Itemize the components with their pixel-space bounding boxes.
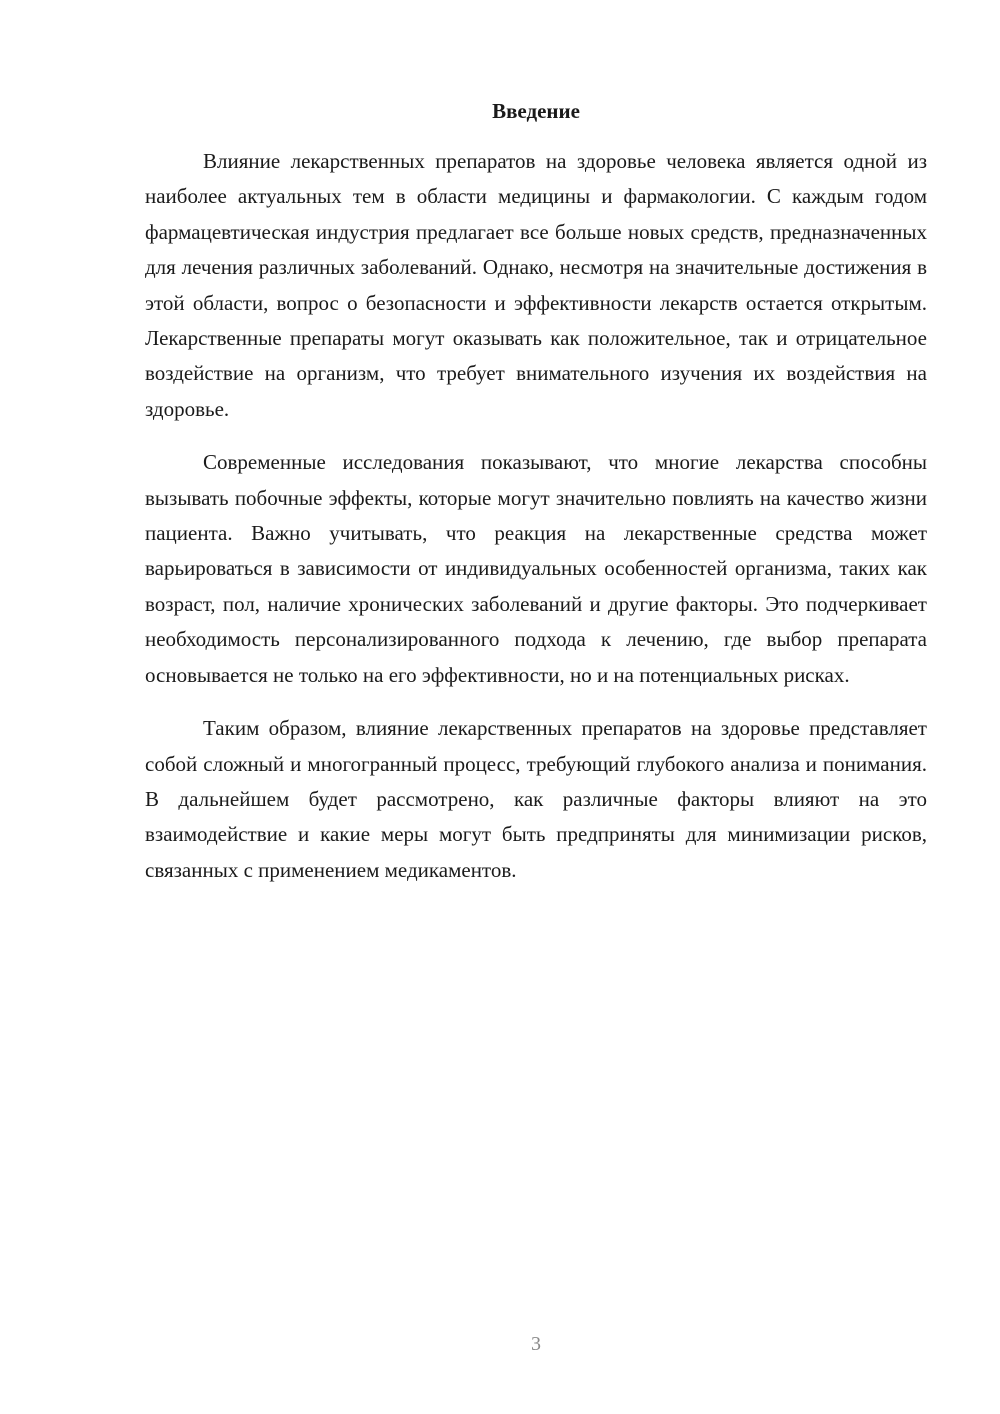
page-number: 3	[531, 1333, 541, 1355]
page-title: Введение	[492, 99, 580, 123]
paragraph-3: Таким образом, влияние лекарственных препаратов на здоровье представляет собой сложный и многогранный процесс, требующий глубокого анализа и понимания. В дальнейшем будет рассмотрено, как различные факторы влияют на это взаимодействие и какие меры могут быть предприняты для минимизации рисков, связанных с применением медикаментов.	[145, 716, 927, 882]
paragraph-2: Современные исследования показывают, что многие лекарства способны вызывать побочные эффекты, которые могут значительно повлиять на качество жизни пациента. Важно учитывать, что реакция на лекарственные средства может варьироваться в зависимости от индивидуальных особенностей организма, таких как возраст, пол, наличие хронических заболеваний и другие факторы. Это подчеркивает необходимость персонализированного подхода к лечению, где выбор препарата основывается не только на его эффективности, но и на потенциальных рисках.	[145, 450, 927, 687]
document-body	[145, 144, 927, 906]
paragraph-1: Влияние лекарственных препаратов на здоровье человека является одной из наиболее актуальных тем в области медицины и фармакологии. С каждым годом фармацевтическая индустрия предлагает все больше новых средств, предназначенных для лечения различных заболеваний. Однако, несмотря на значительные достижения в этой области, вопрос о безопасности и эффективности лекарств остается открытым. Лекарственные препараты могут оказывать как положительное, так и отрицательное воздействие на организм, что требует внимательного изучения их воздействия на здоровье.	[145, 149, 927, 421]
